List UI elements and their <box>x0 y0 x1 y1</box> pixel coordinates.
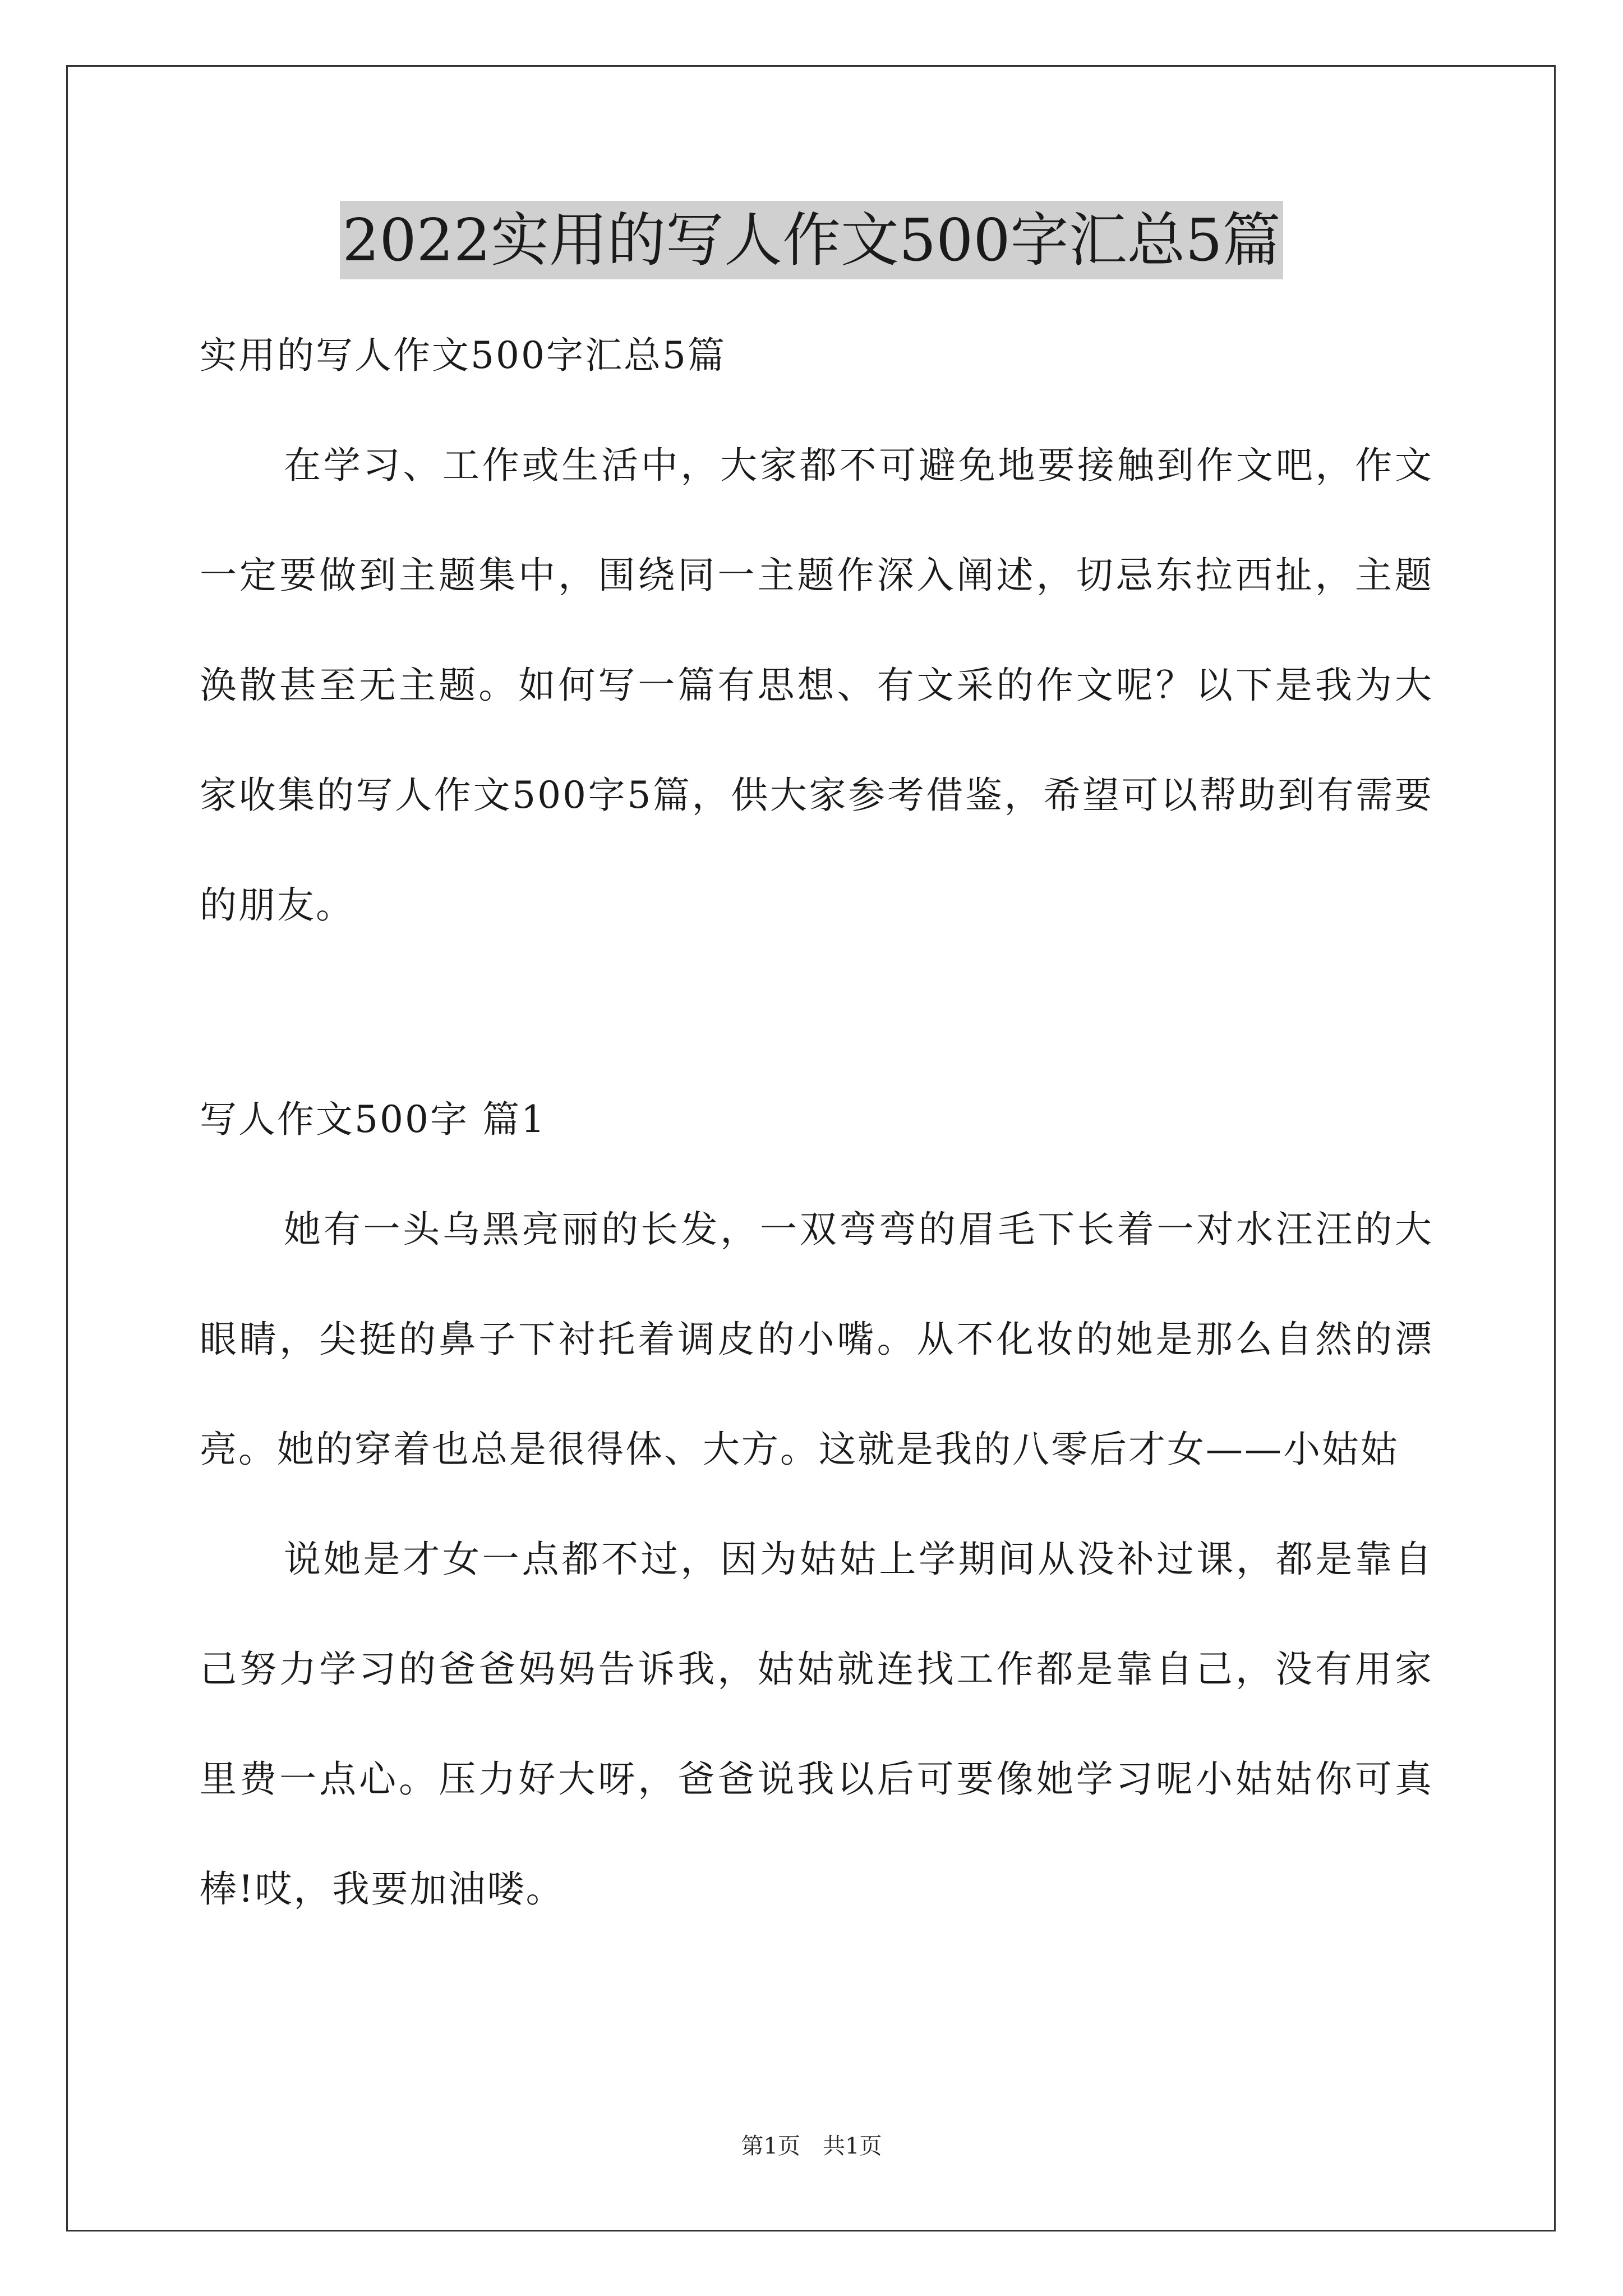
body-paragraph-2: 说她是才女一点都不过，因为姑姑上学期间从没补过课，都是靠自己努力学习的爸爸妈妈告诉我，姑姑就连找工作都是靠自己，没有用家里费一点心。压力好大呀，爸爸说我以后可要像她学习呢小姑姑你可真棒!哎，我要加油喽。 <box>200 1538 1433 1911</box>
document-body <box>200 301 1433 1944</box>
document-title: 2022实用的写人作文500字汇总5篇 <box>340 201 1283 279</box>
section-heading: 写人作文500字 篇1 <box>200 1098 546 1141</box>
intro-paragraph: 在学习、工作或生活中，大家都不可避免地要接触到作文吧，作文一定要做到主题集中，围绕同一主题作深入阐述，切忌东拉西扯，主题涣散甚至无主题。如何写一篇有思想、有文采的作文呢？以下是我为大家收集的写人作文500字5篇，供大家参考借鉴，希望可以帮助到有需要的朋友。 <box>200 444 1433 927</box>
body-paragraph-1: 她有一头乌黑亮丽的长发，一双弯弯的眉毛下长着一对水汪汪的大眼睛，尖挺的鼻子下衬托着调皮的小嘴。从不化妆的她是那么自然的漂亮。她的穿着也总是很得体、大方。这就是我的八零后才女——小姑姑 <box>200 1208 1433 1471</box>
page-footer: 第1页 共1页 <box>741 2133 882 2159</box>
title-container <box>0 201 1623 279</box>
document-subtitle: 实用的写人作文500字汇总5篇 <box>200 334 726 377</box>
section-spacer <box>200 960 1433 1065</box>
